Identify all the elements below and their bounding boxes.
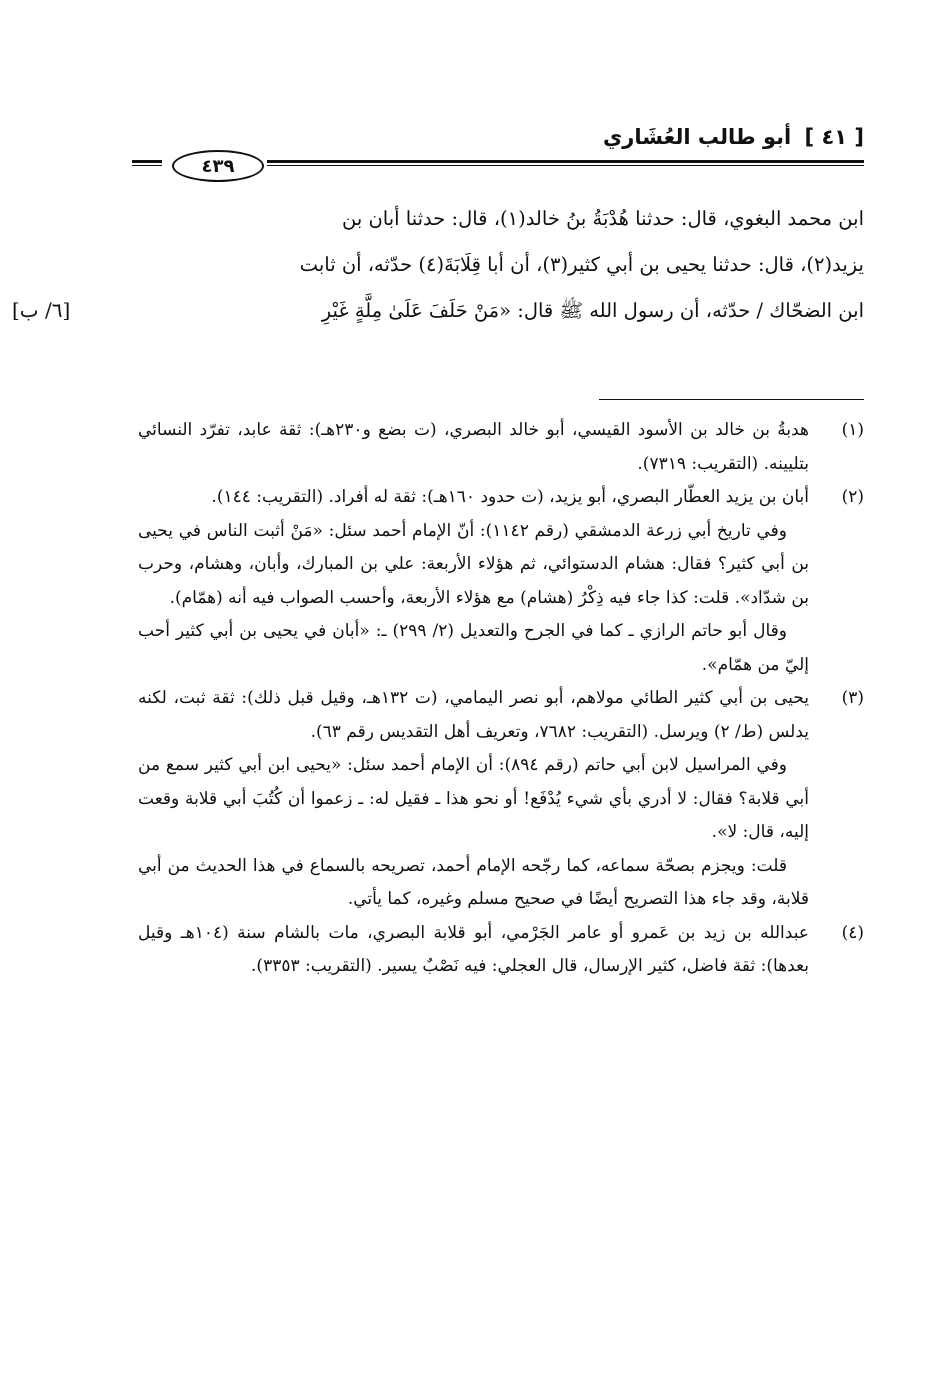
footnote-text: وقال أبو حاتم الرازي ـ كما في الجرح والتعديل (٢/ ٢٩٩) ـ: «أبان في يحيى بن أبي كثير أحب إليّ من همّام».: [138, 621, 809, 675]
main-text: [138, 196, 864, 334]
footnote-text: وفي تاريخ أبي زرعة الدمشقي (رقم ١١٤٢): أنّ الإمام أحمد سئل: «مَنْ أثبت الناس في يحيى بن أبي كثير؟ فقال: هشام الدستوائي، ثم هؤلاء الأربعة: علي بن المبارك، وأبان، وهشام، وحرب بن شدّاد». قلت: كذا جاء فيه ذِكْرُ (هشام) مع هؤلاء الأربعة، وأحسب الصواب فيه أنه (همّام).: [138, 520, 809, 608]
manuscript-folio-marker: [٦/ ب]: [12, 298, 71, 322]
footnote-separator: [599, 399, 864, 400]
footnote-mark: (٤): [841, 922, 864, 943]
chapter-title: أبو طالب العُشَاري: [603, 125, 792, 149]
chapter-number: [ ٤١ ]: [804, 125, 864, 149]
footnote: [138, 917, 864, 984]
footnote: [138, 481, 864, 682]
running-head: [603, 125, 864, 149]
footnote: [138, 414, 864, 481]
rule-left: [132, 160, 162, 166]
footnote-text: وفي المراسيل لابن أبي حاتم (رقم ٨٩٤): أن الإمام أحمد سئل: «يحيى ابن أبي كثير سمع من أبي قلابة؟ فقال: لا أدري بأي شيء يُدْفَع! أو نحو هذا ـ فقيل له: ـ زعموا أن كُتُبَ أبي قلابة وقعت إليه، قال: لا».: [138, 755, 809, 842]
rule-right: [267, 160, 864, 166]
main-line: ابن الضحّاك / حدّثه، أن رسول الله ﷺ قال: «مَنْ حَلَفَ عَلَىٰ مِلَّةٍ غَيْرِ: [321, 299, 864, 322]
footnote-text: أبان بن يزيد العطّار البصري، أبو يزيد، (ت حدود ١٦٠هـ): ثقة له أفراد. (التقريب: ١٤٤).: [211, 487, 809, 507]
footnotes: [138, 414, 864, 984]
footnote-text: يحيى بن أبي كثير الطائي مولاهم، أبو نصر اليمامي، (ت ١٣٢هـ، وقيل قبل ذلك): ثقة ثبت، لكنه يدلس (ط/ ٢) ويرسل. (التقريب: ٧٦٨٢، وتعريف أهل التقديس رقم ٦٣).: [138, 688, 809, 742]
footnote: [138, 682, 864, 917]
footnote-mark: (١): [841, 420, 864, 440]
footnote-text: قلت: ويجزم بصحّة سماعه، كما رجّحه الإمام أحمد، تصريحه بالسماع في هذا الحديث من أبي قلابة، وقد جاء هذا التصريح أيضًا في صحيح مسلم وغيره، كما يأتي.: [138, 855, 809, 909]
footnote-mark: (٢): [841, 487, 864, 507]
header-rule: [132, 150, 864, 180]
footnote-text: هدبةُ بن خالد بن الأسود القيسي، أبو خالد البصري، (ت بضع و٢٣٠هـ): ثقة عابد، تفرّد النسائي بتليينه. (التقريب: ٧٣١٩).: [138, 420, 810, 474]
main-line: ابن محمد البغوي، قال: حدثنا هُدْبَةُ بنُ خالد(١)، قال: حدثنا أبان بن: [341, 207, 864, 230]
page-number: ٤٣٩: [172, 150, 264, 182]
main-line: يزيد(٢)، قال: حدثنا يحيى بن أبي كثير(٣)، أن أبا قِلَابَةَ(٤) حدّثه، أن ثابت: [299, 253, 864, 276]
footnote-mark: (٣): [841, 688, 864, 708]
footnote-text: عبدالله بن زيد بن عَمرو أو عامر الجَرْمي، أبو قلابة البصري، مات بالشام سنة (١٠٤هـ وقيل بعدها): ثقة فاضل، كثير الإرسال، قال العجلي: فيه نَصْبٌ يسير. (التقريب: ٣٣٥٣).: [138, 922, 809, 976]
